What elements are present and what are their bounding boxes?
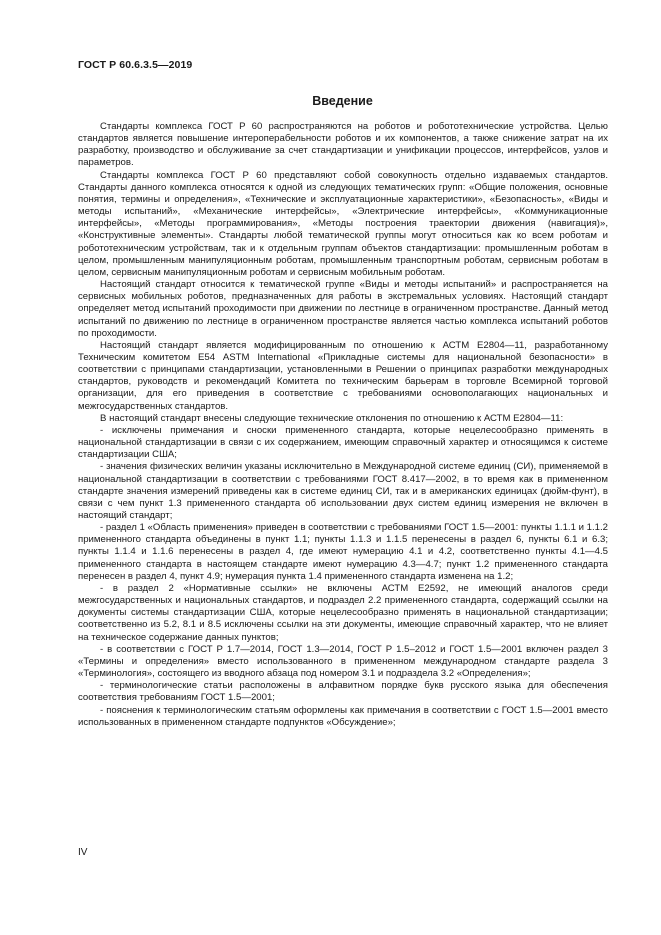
paragraph: Стандарты комплекса ГОСТ Р 60 распространяются на роботов и робототехнические устройства. Целью стандартов является повышение интероперабельности роботов и их компонентов, а также снижение затрат на их разработку, производство и обслуживание за счет стандартизации и унификации процессов, интерфейсов, узлов и параметров. bbox=[78, 121, 608, 169]
paragraph: В настоящий стандарт внесены следующие технические отклонения по отношению к АСТМ Е2804—11: bbox=[100, 412, 564, 424]
body-text bbox=[78, 121, 608, 729]
list-item: - исключены примечания и сноски примененного стандарта, которые нецелесообразно применять в национальной стандартизации в связи с их содержанием, имеющим справочный характер и относящимся к системе стандартизации США; bbox=[78, 424, 608, 461]
list-item: - в соответствии с ГОСТ Р 1.7—2014, ГОСТ 1.3—2014, ГОСТ Р 1.5–2012 и ГОСТ 1.5—2001 включен раздел 3 «Термины и определения» вместо использованного в примененном международном стандарте раздела 3 «Терминология», состоящего из вводного абзаца под номером 3.1 и подраздела 3.2 «Определения»; bbox=[78, 643, 608, 680]
paragraph: Настоящий стандарт относится к тематической группе «Виды и методы испытаний» и распространяется на сервисных мобильных роботов, предназначенных для работы в экстремальных условиях. Настоящий стандарт определяет метод испытаний проходимости при движении по лестнице в ограниченном пространстве. Данный метод испытаний по движению по лестнице в ограниченном пространстве является частью комплекса испытаний роботов по проходимости. bbox=[78, 279, 608, 339]
paragraph: Настоящий стандарт является модифицированным по отношению к АСТМ Е2804—11, разработанному Техническим комитетом Е54 ASTM International «Прикладные системы для национальной безопасности» в соответствии с принципами стандартизации, установленными в Решении о принципах разработки международных стандартов, руководств и рекомендаций Комитета по техническим барьерам в торговле Всемирной торговой организации, для его приведения в соответствие с требованиями основополагающих национальных и межгосударственных стандартов. bbox=[78, 339, 608, 412]
list-item: - в раздел 2 «Нормативные ссылки» не включены АСТМ Е2592, не имеющий аналогов среди межгосударственных и национальных стандартов, и подраздел 2.2 примененного стандарта, содержащий ссылки на документы системы стандартизации США, которые нецелесообразно применять в национальной стандартизации; соответственно из 5.2, 8.1 и 8.5 исключены ссылки на эти документы, имеющие справочный характер, что не влияет на техническое содержание данных пунктов; bbox=[78, 582, 608, 643]
list-item: - терминологические статьи расположены в алфавитном порядке букв русского языка для обеспечения соответствия требованиям ГОСТ 1.5—2001; bbox=[78, 680, 608, 704]
standard-designation: ГОСТ Р 60.6.3.5—2019 bbox=[78, 59, 193, 71]
list-item: - значения физических величин указаны исключительно в Международной системе единиц (СИ), применяемой в национальной стандартизации в соответствии с требованиями ГОСТ 8.417—2002, в то время как в примененном стандарте значения измерений приведены как в системе единиц СИ, так и в американских единицах (дюйм-фунт), в связи с чем пункт 1.3 примененного стандарта об использовании двух систем единиц измерения не включен в настоящий стандарт; bbox=[78, 461, 608, 521]
paragraph: Стандарты комплекса ГОСТ Р 60 представляют собой совокупность отдельно издаваемых стандартов. Стандарты данного комплекса относятся к одной из следующих тематических групп: «Общие положения, основные понятия, термины и определения», «Технические и эксплуатационные характеристики», «Безопасность», «Виды и методы испытаний», «Механические интерфейсы», «Электрические интерфейсы», «Коммуникационные интерфейсы», «Методы программирования», «Методы построения траектории движения (навигация)», «Конструктивные элементы». Стандарты любой тематической группы могут относиться как ко всем роботам и робототехническим устройствам, так и к отдельным группам объектов стандартизации: промышленным роботам в целом, промышленным манипуляционным роботам, промышленным транспортным роботам, сервисным роботам в целом, сервисным манипуляционным роботам и сервисным мобильным роботам. bbox=[78, 169, 608, 278]
page-title: Введение bbox=[312, 94, 373, 108]
list-item: - пояснения к терминологическим статьям оформлены как примечания в соответствии с ГОСТ 1.5—2001 вместо использованных в примененном стандарте подпунктов «Обсуждение»; bbox=[78, 704, 608, 728]
list-item: - раздел 1 «Область применения» приведен в соответствии с требованиями ГОСТ 1.5—2001: пункты 1.1.1 и 1.1.2 примененного стандарта объединены в пункт 1.1; пункты 1.1.3 и 1.1.5 перенесены в раздел 6, пункты 6.1 и 6.3; пункты 1.1.4 и 1.1.6 перенесены в раздел 4, где имеют нумерацию 4.1 и 4.2, соответственно пункты 4.1—4.5 примененного стандарта в настоящем стандарте имеют нумерацию 4.3—4.7; пункт 1.2 примененного стандарта перенесен в раздел 4, пункт 4.9; нумерация пункта 1.4 примененного стандарта изменена на 1.2; bbox=[78, 522, 608, 582]
page-number: IV bbox=[78, 847, 88, 858]
